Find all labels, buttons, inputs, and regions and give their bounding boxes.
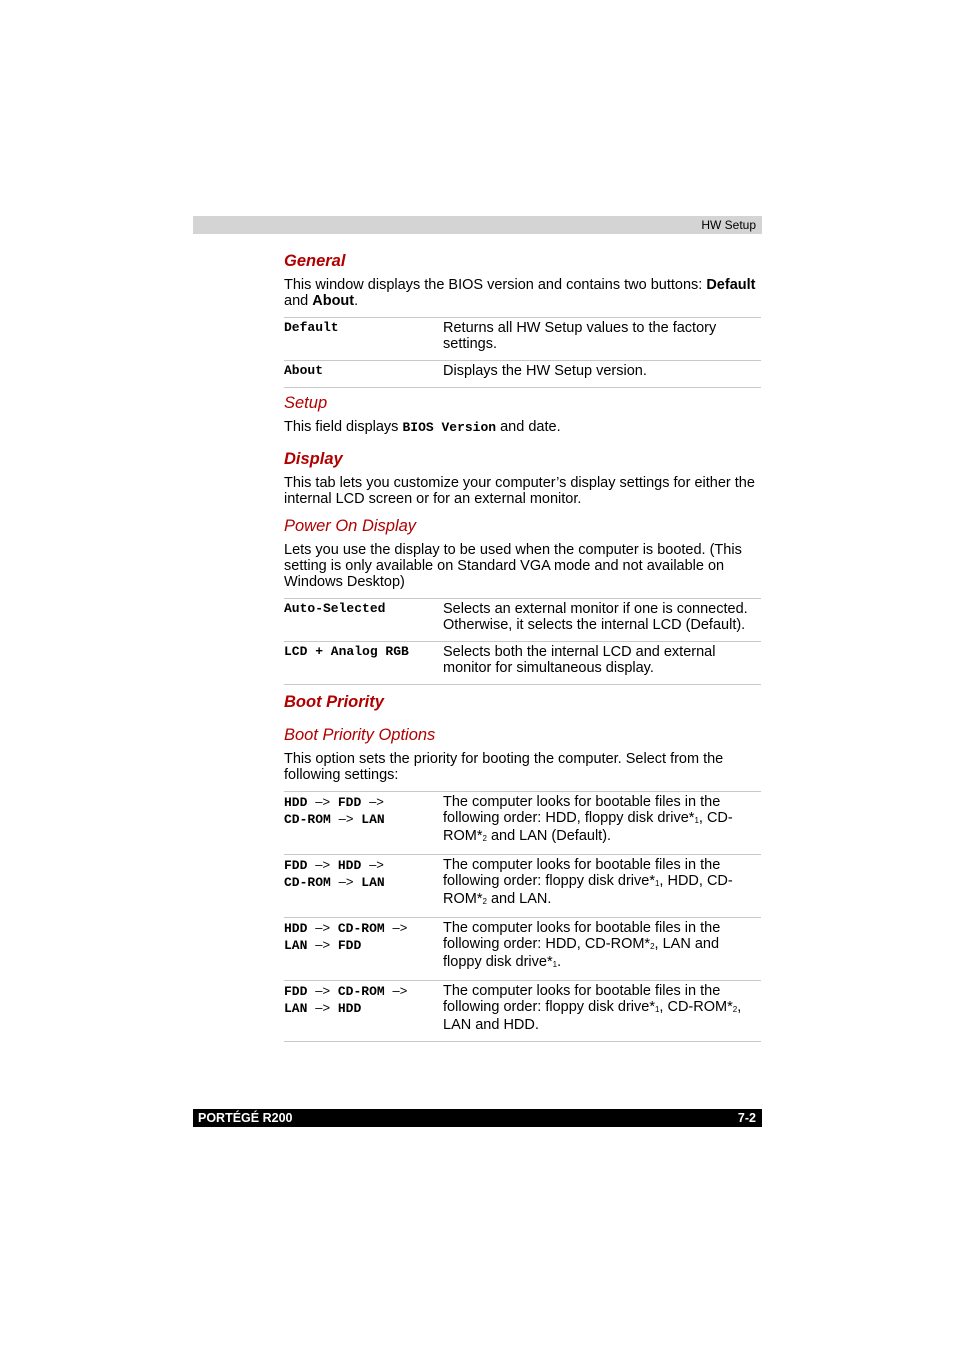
term-description: Displays the HW Setup version. (443, 363, 647, 379)
heading-display: Display (284, 450, 343, 468)
term-lcd-analog-rgb: LCD + Analog RGB (284, 644, 409, 659)
header-section-title: HW Setup (701, 218, 756, 232)
term-description: Selects both the internal LCD and external monitor for simultaneous display. (443, 644, 716, 676)
power-on-display-text: Lets you use the display to be used when the computer is booted. (This setting is only available on Standard VGA mode and not available on Windows Desktop) (284, 542, 742, 590)
footer-page-number: 7-2 (737, 1111, 756, 1125)
heading-setup: Setup (284, 394, 328, 412)
term-about: About (284, 363, 324, 378)
table-row (284, 599, 761, 642)
heading-general: General (284, 252, 346, 270)
table-row (284, 361, 761, 388)
boot-order-description: The computer looks for bootable files in the following order: HDD, CD-ROM*$^2$, LAN and floppy disk drive*$^1$. (443, 920, 721, 970)
heading-power-on-display: Power On Display (284, 517, 417, 535)
bios-version-code: BIOS Version (402, 420, 497, 435)
boot-order: FDD –> HDD –> CD-ROM –> LAN (284, 857, 385, 890)
running-header (193, 216, 762, 234)
boot-order: HDD –> CD-ROM –> LAN –> FDD (284, 920, 408, 953)
boot-order: HDD –> FDD –> CD-ROM –> LAN (284, 794, 385, 827)
general-intro: This window displays the BIOS version and contains two buttons: Default and About. (284, 277, 756, 309)
table-row (284, 318, 761, 361)
heading-boot-priority: Boot Priority (284, 693, 384, 711)
term-description: Returns all HW Setup values to the factory settings. (443, 320, 717, 352)
boot-order-description: The computer looks for bootable files in the following order: floppy disk drive*$^1$, CD-ROM*$^2$, LAN and HDD. (443, 983, 742, 1033)
term-auto-selected: Auto-Selected (284, 601, 386, 616)
page-content (284, 252, 761, 1042)
heading-boot-priority-options: Boot Priority Options (284, 726, 436, 744)
table-row (284, 855, 761, 918)
table-row (284, 981, 761, 1042)
setup-text: This field displays BIOS Version and date. (284, 419, 561, 435)
running-footer (193, 1109, 762, 1127)
footer-product-name: PORTÉGÉ R200 (198, 1111, 293, 1125)
table-row (284, 918, 761, 981)
boot-order: FDD –> CD-ROM –> LAN –> HDD (284, 983, 408, 1016)
table-row (284, 642, 761, 685)
boot-order-description: The computer looks for bootable files in the following order: HDD, floppy disk drive*$^1$, CD-ROM*$^2$ and LAN (Default). (443, 794, 733, 844)
boot-order-description: The computer looks for bootable files in the following order: floppy disk drive*$^1$, HDD, CD-ROM*$^2$ and LAN. (443, 857, 733, 907)
general-table (284, 317, 761, 388)
boot-priority-text: This option sets the priority for booting the computer. Select from the following settings: (284, 751, 724, 783)
power-on-display-table (284, 598, 761, 685)
table-row (284, 792, 761, 855)
term-description: Selects an external monitor if one is connected. Otherwise, it selects the internal LCD (Default). (443, 601, 748, 633)
display-text: This tab lets you customize your computer’s display settings for either the internal LCD screen or for an external monitor. (284, 475, 755, 507)
term-default: Default (284, 320, 339, 335)
boot-priority-table (284, 791, 761, 1042)
